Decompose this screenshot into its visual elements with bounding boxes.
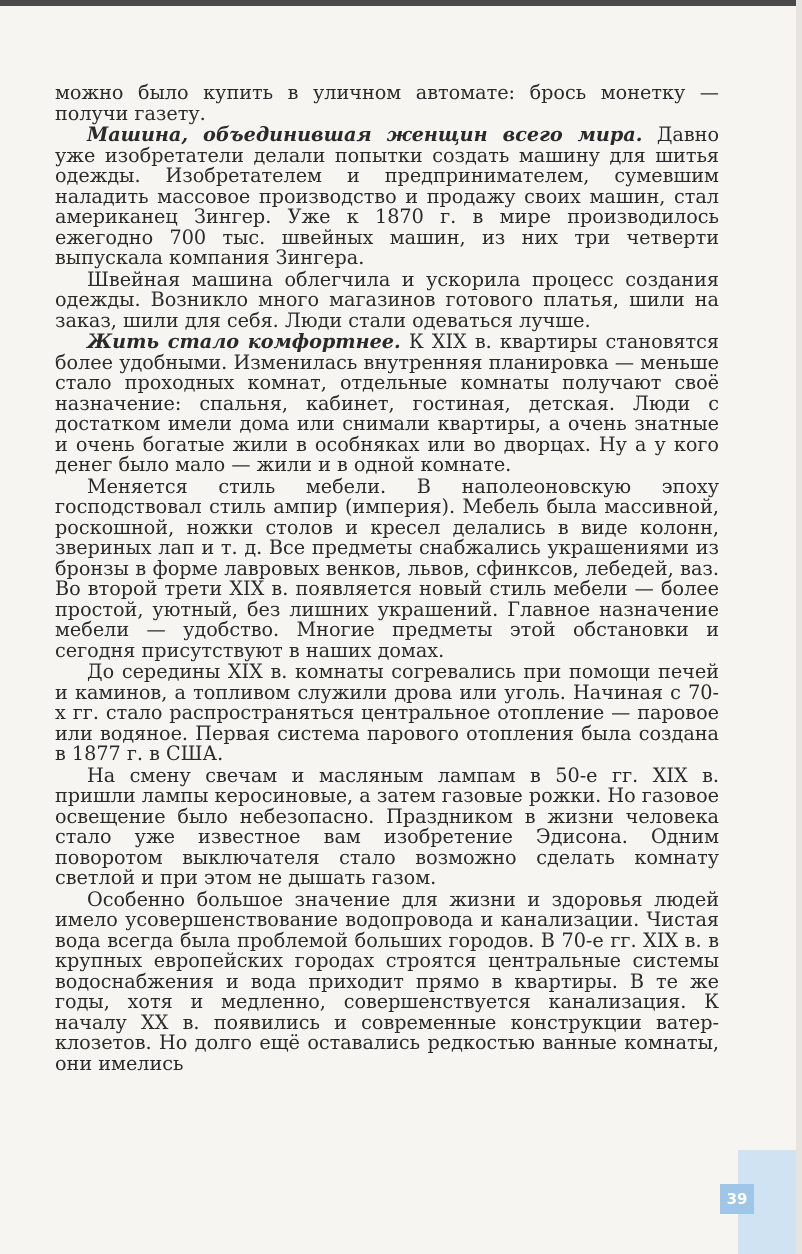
page-number: 39	[720, 1184, 754, 1214]
paragraph	[55, 332, 719, 476]
paragraph-text: Давно уже изобретатели делали попытки создать машину для шитья одежды. Изобретателем и предпринимателем, сумевшим наладить массовое производство и продажу своих машин, стал американец Зингер. Уже к 1870 г. в мире производилось ежегодно 700 тыс. швейных машин, из них три четверти выпускала компания Зингера.	[55, 123, 719, 269]
paragraph-text: Меняется стиль мебели. В наполеоновскую эпоху господствовал стиль ампир (империя). Мебель была массивной, роскошной, ножки столов и кресел делались в виде колонн, звериных лап и т. д. Все предметы снабжались украшениями из бронзы в форме лавровых венков, львов, сфинксов, лебедей, ваз. Во второй трети XIX в. появляется новый стиль мебели — более простой, уютный, без лишних украшений. Главное назначение мебели — удобство. Многие предметы этой обстановки и сегодня присутствуют в наших домах.	[55, 474, 719, 662]
paragraph-heading: Жить стало комфортнее.	[87, 330, 401, 353]
paragraph	[55, 83, 719, 124]
paragraph	[55, 662, 719, 765]
paragraph-text: На смену свечам и масляным лампам в 50-е гг. XIX в. пришли лампы керосиновые, а затем газовые рожки. Но газовое освещение было небезопасно. Праздником в жизни человека стало уже известное вам изобретение Эдисона. Одним поворотом выключателя стало возможно сделать комнату светлой и при этом не дышать газом.	[55, 763, 719, 889]
paragraph-text: Швейная машина облегчила и ускорила процесс создания одежды. Возникло много магазинов готового платья, шили на заказ, шили для себя. Люди стали одеваться лучше.	[55, 267, 719, 332]
paragraph	[55, 474, 719, 662]
page-top-edge	[0, 0, 802, 6]
paragraph-text: К XIX в. квартиры становятся более удобными. Изменилась внутренняя планировка — меньше стало проходных комнат, отдельные комнаты получают своё назначение: спальня, кабинет, гостиная, детская. Люди с достатком имели дома или снимали квартиры, а очень знатные и очень богатые жили в особняках или во дворцах. Ну а у кого денег было мало — жили и в одной комнате.	[55, 330, 719, 476]
paragraph-text: Особенно большое значение для жизни и здоровья людей имело усовершенствование водопровода и канализации. Чистая вода всегда была проблемой больших городов. В 70-е гг. XIX в. в крупных европейских городах строятся центральные системы водоснабжения и вода приходит прямо в квартиры. В те же годы, хотя и медленно, совершенствуется канализация. К началу XX в. появились и современные конструкции ватер-клозетов. Но долго ещё оставались редкостью ванные комнаты, они имелись	[55, 887, 719, 1075]
paragraph	[55, 267, 719, 332]
paragraph	[55, 763, 719, 889]
body-text	[55, 83, 719, 1074]
paragraph-heading: Машина, объединившая женщин всего мира.	[87, 123, 643, 146]
paragraph-text: можно было купить в уличном автомате: брось монетку — получи газету.	[55, 81, 719, 125]
page-spine-edge	[796, 0, 802, 1254]
paragraph	[55, 887, 719, 1075]
paragraph-text: До середины XIX в. комнаты согревались при помощи печей и каминов, а топливом служили дрова или уголь. Начиная с 70-х гг. стало распространяться центральное отопление — паровое или водяное. Первая система парового отопления была создана в 1877 г. в США.	[55, 660, 719, 765]
paragraph	[55, 125, 719, 269]
